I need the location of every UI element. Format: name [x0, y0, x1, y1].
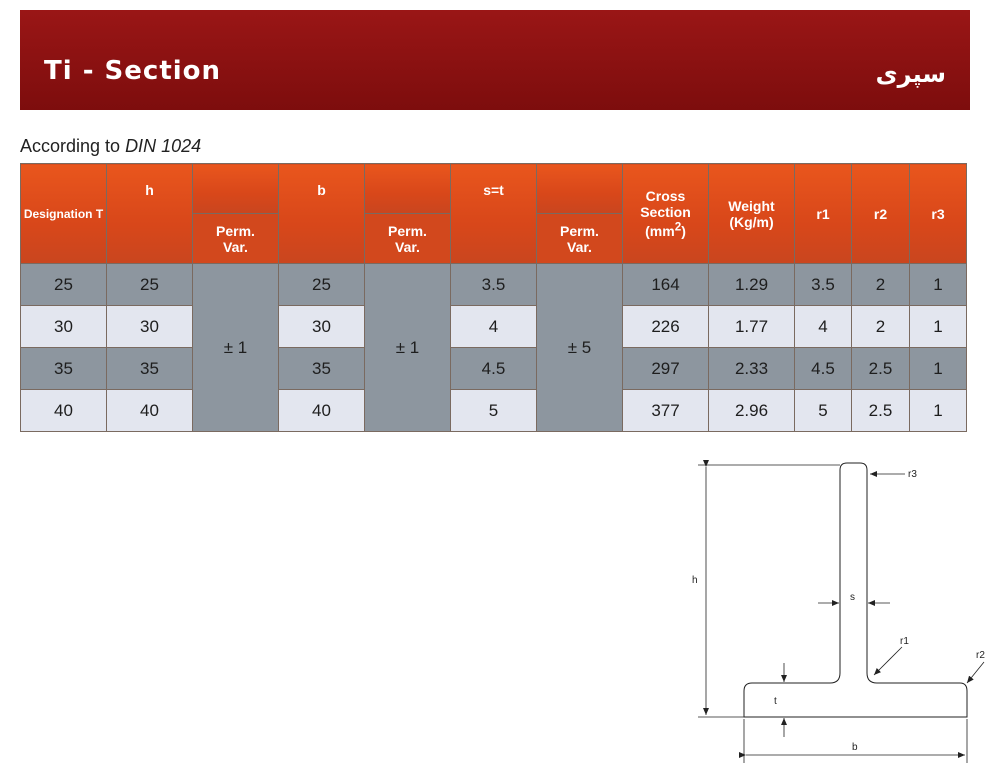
header-r3-label: r3: [931, 205, 945, 222]
cell-r2: 2: [852, 306, 910, 348]
header-st-label: s=t: [483, 182, 504, 198]
header-r2: [852, 164, 910, 264]
header-weight-label: Weight (Kg/m): [728, 197, 775, 230]
header-st-perm: [537, 214, 623, 264]
cell-st: 5: [451, 390, 537, 432]
cell-b: 35: [279, 348, 365, 390]
perm-var-label-h: Perm. Var.: [216, 222, 255, 255]
perm-var-label-st: Perm. Var.: [560, 222, 599, 255]
header-h-perm: [193, 214, 279, 264]
table-row: [21, 390, 967, 432]
header-st: [451, 164, 537, 264]
cell-t: 30: [21, 306, 107, 348]
cell-r3: 1: [910, 390, 967, 432]
header-r1-label: r1: [816, 205, 830, 222]
standard-subtitle: [20, 136, 201, 157]
persian-title: سپری: [875, 60, 946, 88]
cell-h: 25: [107, 264, 193, 306]
cell-r1: 4.5: [795, 348, 852, 390]
header-r1: [795, 164, 852, 264]
r1-leader: [874, 647, 902, 675]
header-cross-section-label: Cross Section $(mm^2)$: [640, 188, 691, 239]
label-t: t: [774, 696, 777, 707]
table-row: [21, 306, 967, 348]
header-h: [107, 164, 193, 264]
label-r2: r2: [976, 650, 985, 661]
label-s: s: [850, 592, 855, 603]
table-row: [21, 348, 967, 390]
header-r2-label: r2: [873, 205, 888, 222]
perm-b: ± 1: [365, 264, 451, 432]
cell-weight: 2.96: [709, 390, 795, 432]
label-r3: r3: [908, 469, 917, 480]
header-r3: [910, 164, 967, 264]
page-title: Ti - Section: [44, 56, 222, 86]
cell-t: 35: [21, 348, 107, 390]
header-weight: [709, 164, 795, 264]
cell-b: 30: [279, 306, 365, 348]
dimensions-table: [20, 163, 967, 432]
cell-r3: 1: [910, 348, 967, 390]
cell-r1: 5: [795, 390, 852, 432]
table-row: [21, 264, 967, 306]
title-banner: [20, 10, 970, 110]
header-b-blank: [365, 164, 451, 214]
perm-var-label-b: Perm. Var.: [388, 222, 427, 255]
perm-h: ± 1: [193, 264, 279, 432]
cell-t: 40: [21, 390, 107, 432]
header-st-blank: [537, 164, 623, 214]
label-b: b: [852, 742, 858, 753]
cell-cross: 377: [623, 390, 709, 432]
cell-st: 3.5: [451, 264, 537, 306]
cell-weight: 1.29: [709, 264, 795, 306]
cell-r1: 4: [795, 306, 852, 348]
cell-r3: 1: [910, 306, 967, 348]
subtitle-standard: DIN 1024: [125, 136, 202, 156]
cell-weight: 2.33: [709, 348, 795, 390]
cell-cross: 164: [623, 264, 709, 306]
cell-st: 4.5: [451, 348, 537, 390]
cell-r2: 2.5: [852, 390, 910, 432]
cell-b: 25: [279, 264, 365, 306]
cell-r3: 1: [910, 264, 967, 306]
header-b-label: b: [317, 182, 326, 198]
t-section-diagram: [680, 455, 990, 765]
header-cross-section: [623, 164, 709, 264]
header-b-perm: [365, 214, 451, 264]
label-h: h: [692, 575, 698, 586]
t-profile-outline: [744, 463, 967, 717]
cell-r1: 3.5: [795, 264, 852, 306]
cell-cross: 297: [623, 348, 709, 390]
header-designation: [21, 164, 107, 264]
cell-h: 40: [107, 390, 193, 432]
cell-st: 4: [451, 306, 537, 348]
label-r1: r1: [900, 636, 909, 647]
header-h-blank: [193, 164, 279, 214]
cell-weight: 1.77: [709, 306, 795, 348]
cell-r2: 2: [852, 264, 910, 306]
subtitle-prefix: According to: [20, 136, 126, 156]
r2-leader: [967, 662, 984, 683]
perm-st: ± 5: [537, 264, 623, 432]
header-b: [279, 164, 365, 264]
cell-t: 25: [21, 264, 107, 306]
header-designation-label: Designation T: [23, 206, 104, 221]
cell-cross: 226: [623, 306, 709, 348]
cell-h: 30: [107, 306, 193, 348]
cell-r2: 2.5: [852, 348, 910, 390]
cell-h: 35: [107, 348, 193, 390]
cell-b: 40: [279, 390, 365, 432]
header-h-label: h: [145, 182, 154, 198]
